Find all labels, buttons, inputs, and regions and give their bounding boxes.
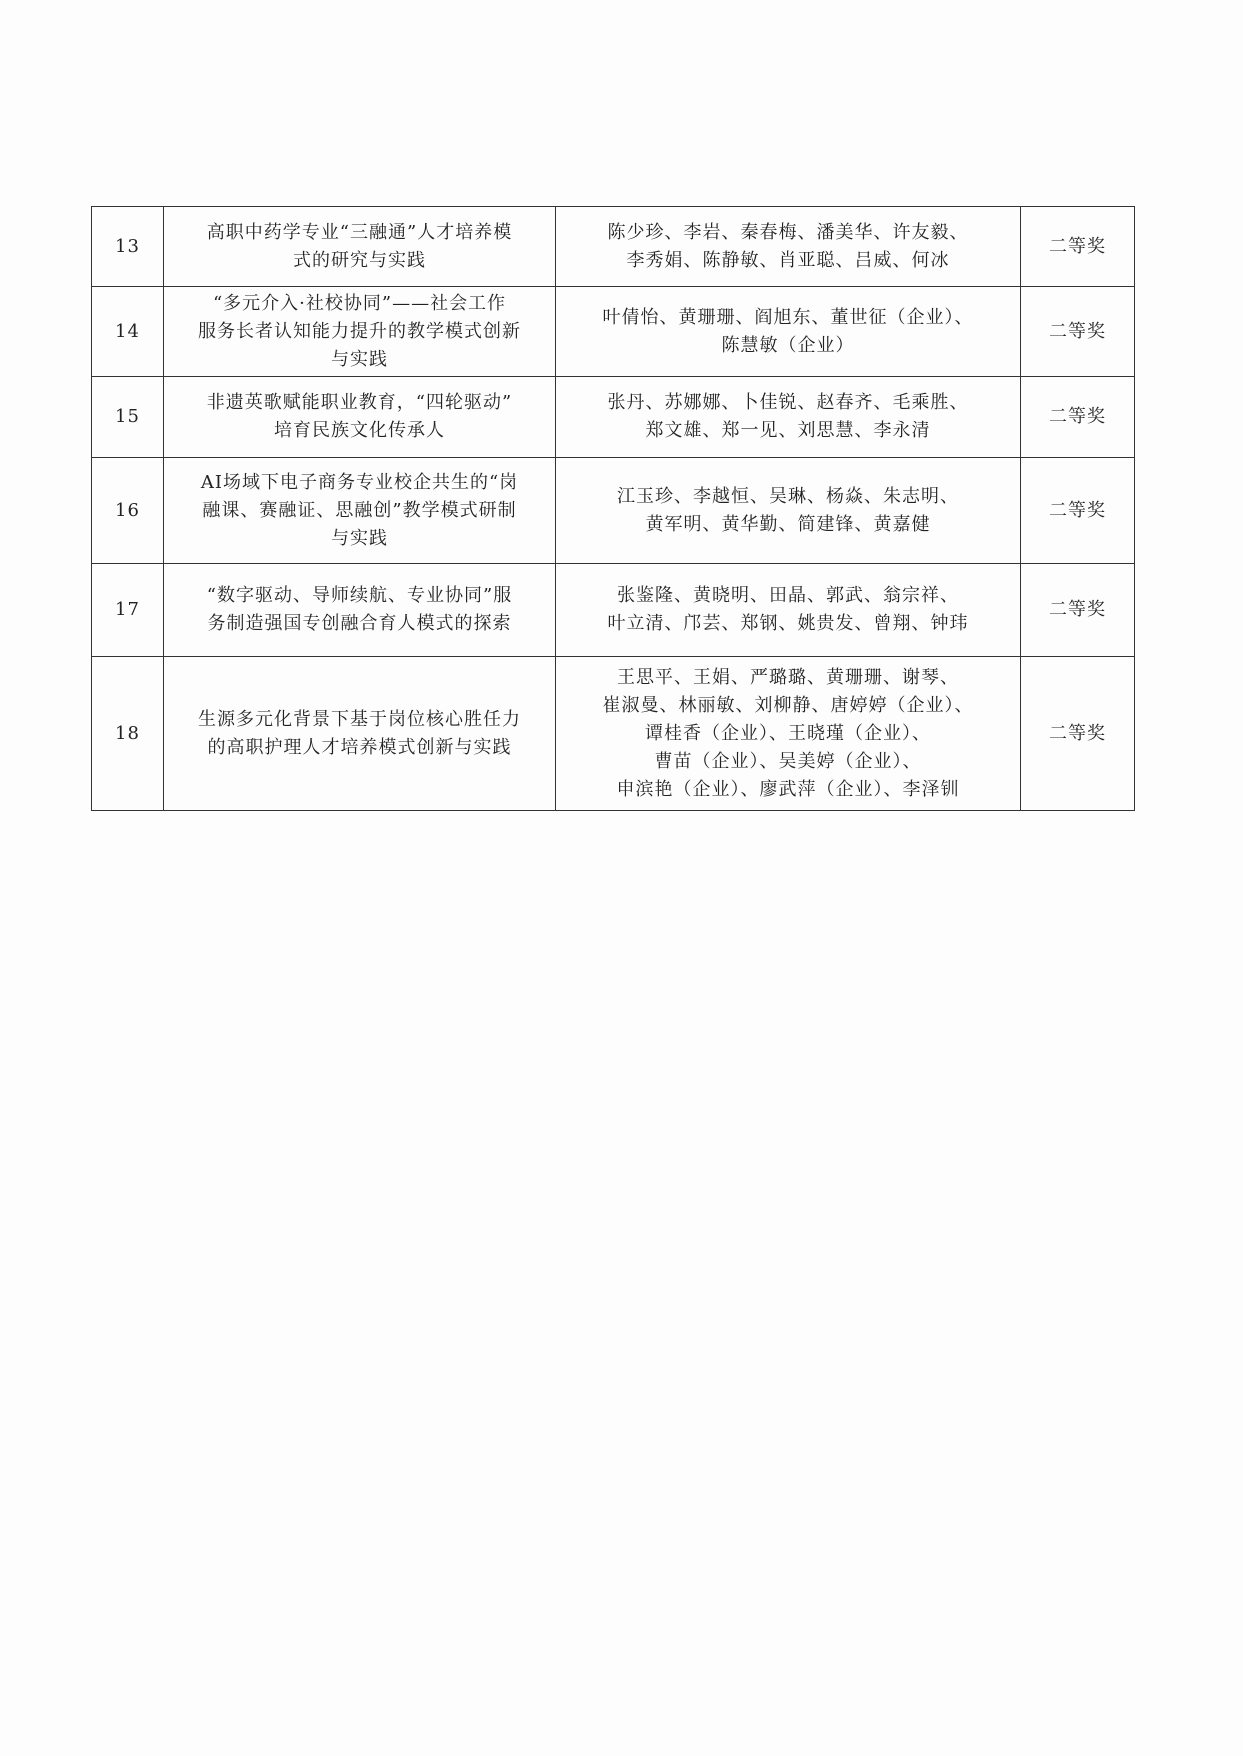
table-row — [92, 458, 1135, 564]
row-number: 16 — [92, 458, 164, 564]
project-title: “多元介入·社校协同”——社会工作 服务长者认知能力提升的教学模式创新 与实践 — [164, 287, 556, 377]
award-level: 二等奖 — [1021, 458, 1135, 564]
award-level: 二等奖 — [1021, 564, 1135, 657]
project-title: AI场域下电子商务专业校企共生的“岗 融课、赛融证、思融创”教学模式研制 与实践 — [164, 458, 556, 564]
row-number: 17 — [92, 564, 164, 657]
team-members: 张鉴隆、黄晓明、田晶、郭武、翁宗祥、 叶立清、邝芸、郑钢、姚贵发、曾翔、钟玮 — [556, 564, 1021, 657]
team-members: 陈少珍、李岩、秦春梅、潘美华、许友毅、 李秀娟、陈静敏、肖亚聪、吕威、何冰 — [556, 207, 1021, 287]
award-level: 二等奖 — [1021, 657, 1135, 811]
table-row — [92, 657, 1135, 811]
row-number: 14 — [92, 287, 164, 377]
table-row — [92, 287, 1135, 377]
table-row — [92, 207, 1135, 287]
project-title: 非遗英歌赋能职业教育，“四轮驱动” 培育民族文化传承人 — [164, 377, 556, 458]
project-title: 生源多元化背景下基于岗位核心胜任力 的高职护理人才培养模式创新与实践 — [164, 657, 556, 811]
project-title: 高职中药学专业“三融通”人才培养模 式的研究与实践 — [164, 207, 556, 287]
row-number: 15 — [92, 377, 164, 458]
project-title: “数字驱动、导师续航、专业协同”服 务制造强国专创融合育人模式的探索 — [164, 564, 556, 657]
table-row — [92, 377, 1135, 458]
team-members: 张丹、苏娜娜、卜佳锐、赵春齐、毛乘胜、 郑文雄、郑一见、刘思慧、李永清 — [556, 377, 1021, 458]
awards-table — [91, 206, 1135, 811]
row-number: 13 — [92, 207, 164, 287]
table-row — [92, 564, 1135, 657]
team-members: 叶倩怡、黄珊珊、阎旭东、董世征（企业）、 陈慧敏（企业） — [556, 287, 1021, 377]
award-level: 二等奖 — [1021, 287, 1135, 377]
team-members: 王思平、王娟、严璐璐、黄珊珊、谢琴、 崔淑曼、林丽敏、刘柳静、唐婷婷（企业）、 谭桂香（企业）、王晓瑾（企业）、 曹苗（企业）、吴美婷（企业）、 申滨艳（企业）、廖武萍（企业）、李泽钏 — [556, 657, 1021, 811]
award-level: 二等奖 — [1021, 207, 1135, 287]
award-level: 二等奖 — [1021, 377, 1135, 458]
team-members: 江玉珍、李越恒、吴琳、杨焱、朱志明、 黄军明、黄华勤、简建锋、黄嘉健 — [556, 458, 1021, 564]
row-number: 18 — [92, 657, 164, 811]
